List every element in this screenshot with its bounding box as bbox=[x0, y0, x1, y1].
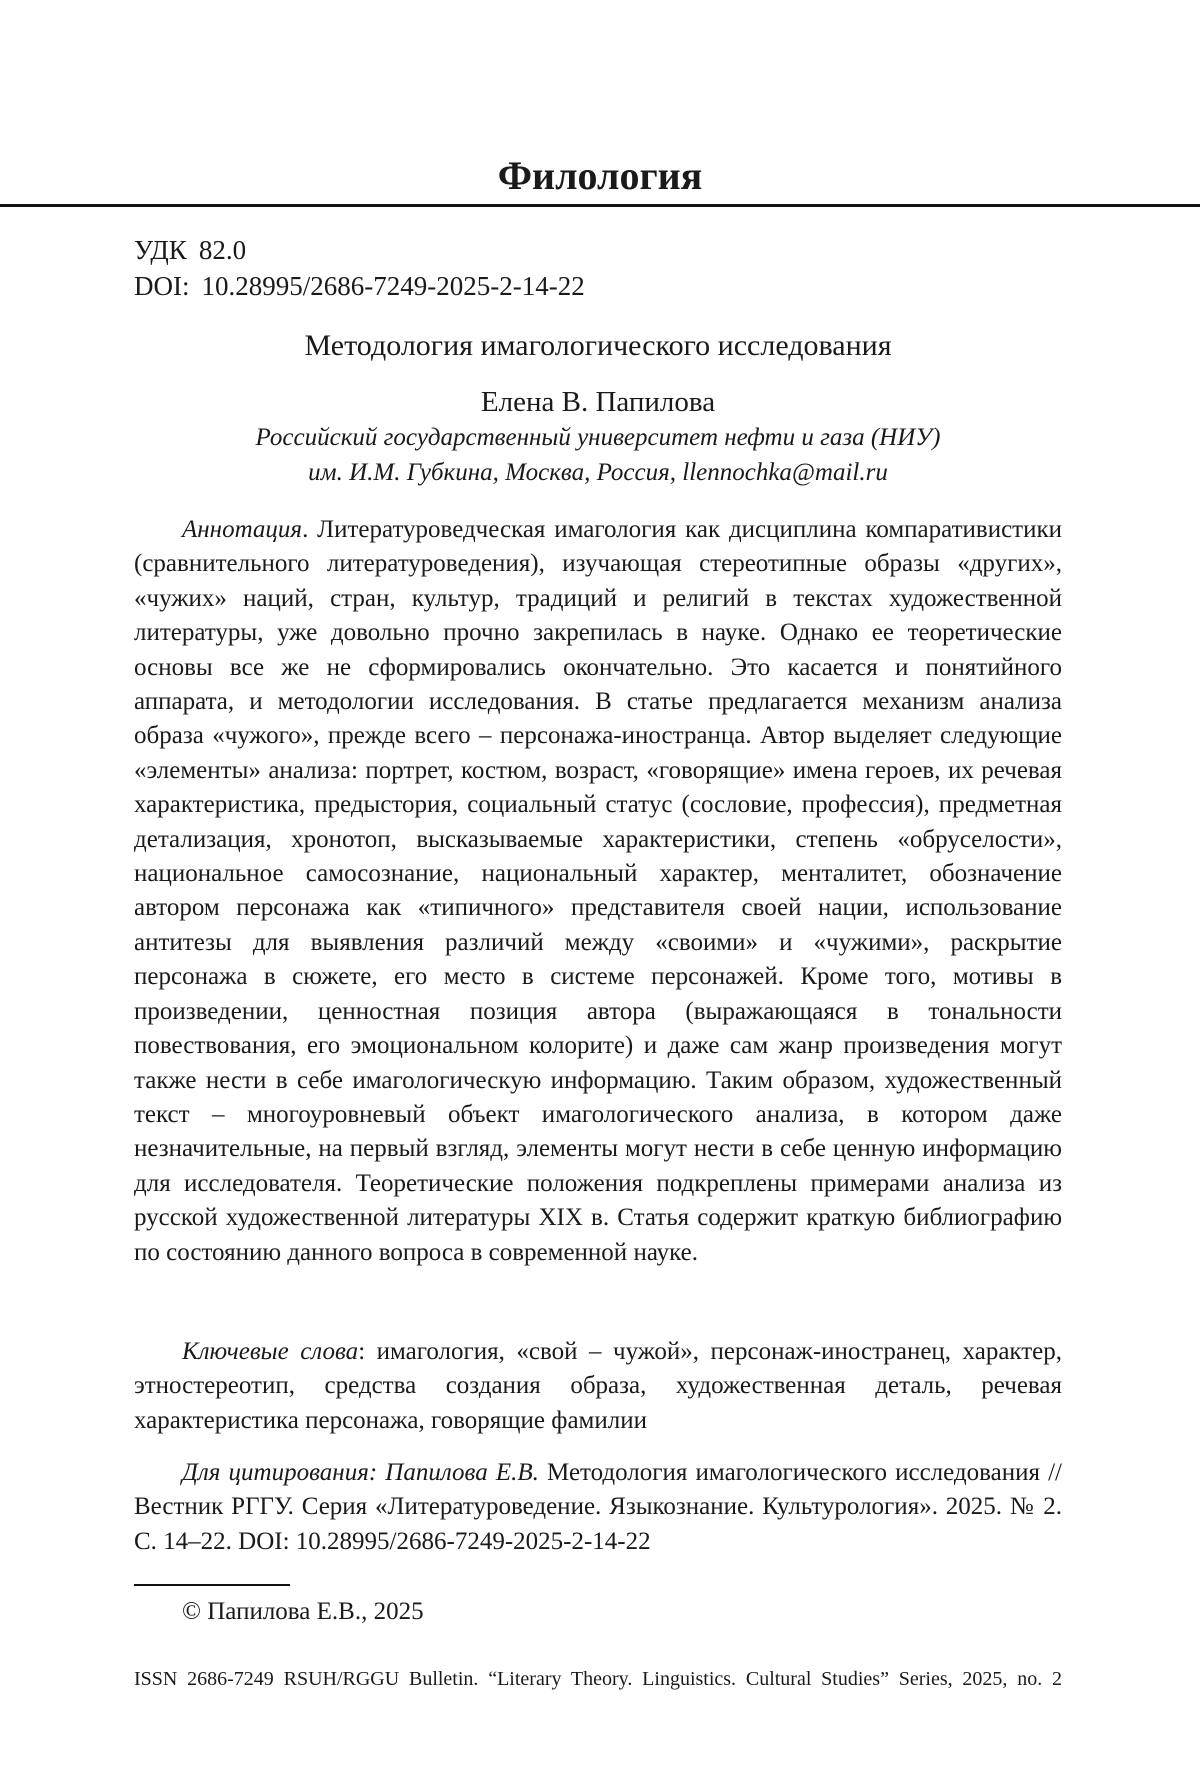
citation-label: Для цитирования: Папилова Е.В. bbox=[182, 1459, 539, 1486]
abstract bbox=[134, 513, 1062, 1270]
keywords-label: Ключевые слова bbox=[182, 1338, 359, 1365]
abstract-text: . Литературоведческая имагология как дисциплина компаративистики (сравнительного литературоведения), изучающая стереотипные образы «других», «чужих» наций, стран, культур, традиций и религий в текстах художественной литературы, уже довольно прочно закрепилась в науке. Однако ее теоретические основы все же не сформировались окончательно. Это касается и понятийного аппарата, и методологии исследования. В статье предлагается механизм анализа образа «чужого», прежде всего – персонажа-иностранца. Автор выделяет следующие «элементы» анализа: портрет, костюм, возраст, «говорящие» имена героев, их речевая характеристика, предыстория, социальный статус (сословие, профессия), предметная детализация, хронотоп, высказываемые характеристики, степень «обруселости», национальное самосознание, национальный характер, менталитет, обозначение автором персонажа как «типичного» представителя своей нации, использование антитезы для выявления различий между «своими» и «чужими», раскрытие персонажа в сюжете, его место в системе персонажей. Кроме того, мотивы в произведении, ценностная позиция автора (выражающаяся в тональности повествования, его эмоциональном колорите) и даже сам жанр произведения могут также нести в себе имагологическую информацию. Таким образом, художественный текст – многоуровневый объект имагологического анализа, в котором даже незначительные, на первый взгляд, элементы могут нести в себе ценную информацию для исследователя. Теоретические положения подкреплены примерами анализа из русской художественной литературы XIX в. Статья содержит краткую библиографию по состоянию данного вопроса в современной науке. bbox=[134, 516, 1062, 1266]
udk-line bbox=[134, 232, 246, 268]
section-divider bbox=[0, 204, 1200, 207]
page-footer bbox=[134, 1665, 1062, 1693]
doi-value: 10.28995/2686-7249-2025-2-14-22 bbox=[201, 271, 585, 301]
keywords bbox=[134, 1335, 1062, 1438]
udk-value: 82.0 bbox=[198, 235, 247, 265]
doi-label: DOI: bbox=[134, 271, 190, 301]
keywords-text: : имагология, «свой – чужой», персонаж-иностранец, характер, этностереотип, средства создания образа, художественная деталь, речевая характеристика персонажа, говорящие фамилии bbox=[134, 1338, 1062, 1434]
footnote-divider bbox=[134, 1584, 290, 1586]
footer-issn: ISSN 2686-7249 bbox=[134, 1668, 274, 1690]
section-title: Филология bbox=[497, 153, 703, 198]
udk-label: УДК bbox=[134, 235, 187, 265]
affiliation-line-2: им. И.М. Губкина, Москва, Россия, llennochka@mail.ru bbox=[308, 459, 888, 486]
copyright-notice: © Папилова Е.В., 2025 bbox=[182, 1598, 424, 1625]
article-title: Методология имагологического исследования bbox=[304, 329, 892, 362]
author-name: Елена В. Папилова bbox=[480, 386, 716, 418]
doi-line bbox=[134, 268, 585, 304]
footer-journal: RSUH/RGGU Bulletin. “Literary Theory. Linguistics. Cultural Studies” Series, 2025, no. 2 bbox=[283, 1668, 1063, 1690]
abstract-label: Аннотация bbox=[182, 516, 303, 543]
affiliation-line-1: Российский государственный университет нефти и газа (НИУ) bbox=[255, 424, 941, 451]
citation bbox=[134, 1456, 1062, 1559]
author-affiliation bbox=[134, 420, 1062, 490]
citation-text: Методология имагологического исследования // Вестник РГГУ. Серия «Литературоведение. Языкознание. Культурология». 2025. № 2. С. 14–22. DOI: 10.28995/2686-7249-2025-2-14-22 bbox=[134, 1459, 1062, 1555]
